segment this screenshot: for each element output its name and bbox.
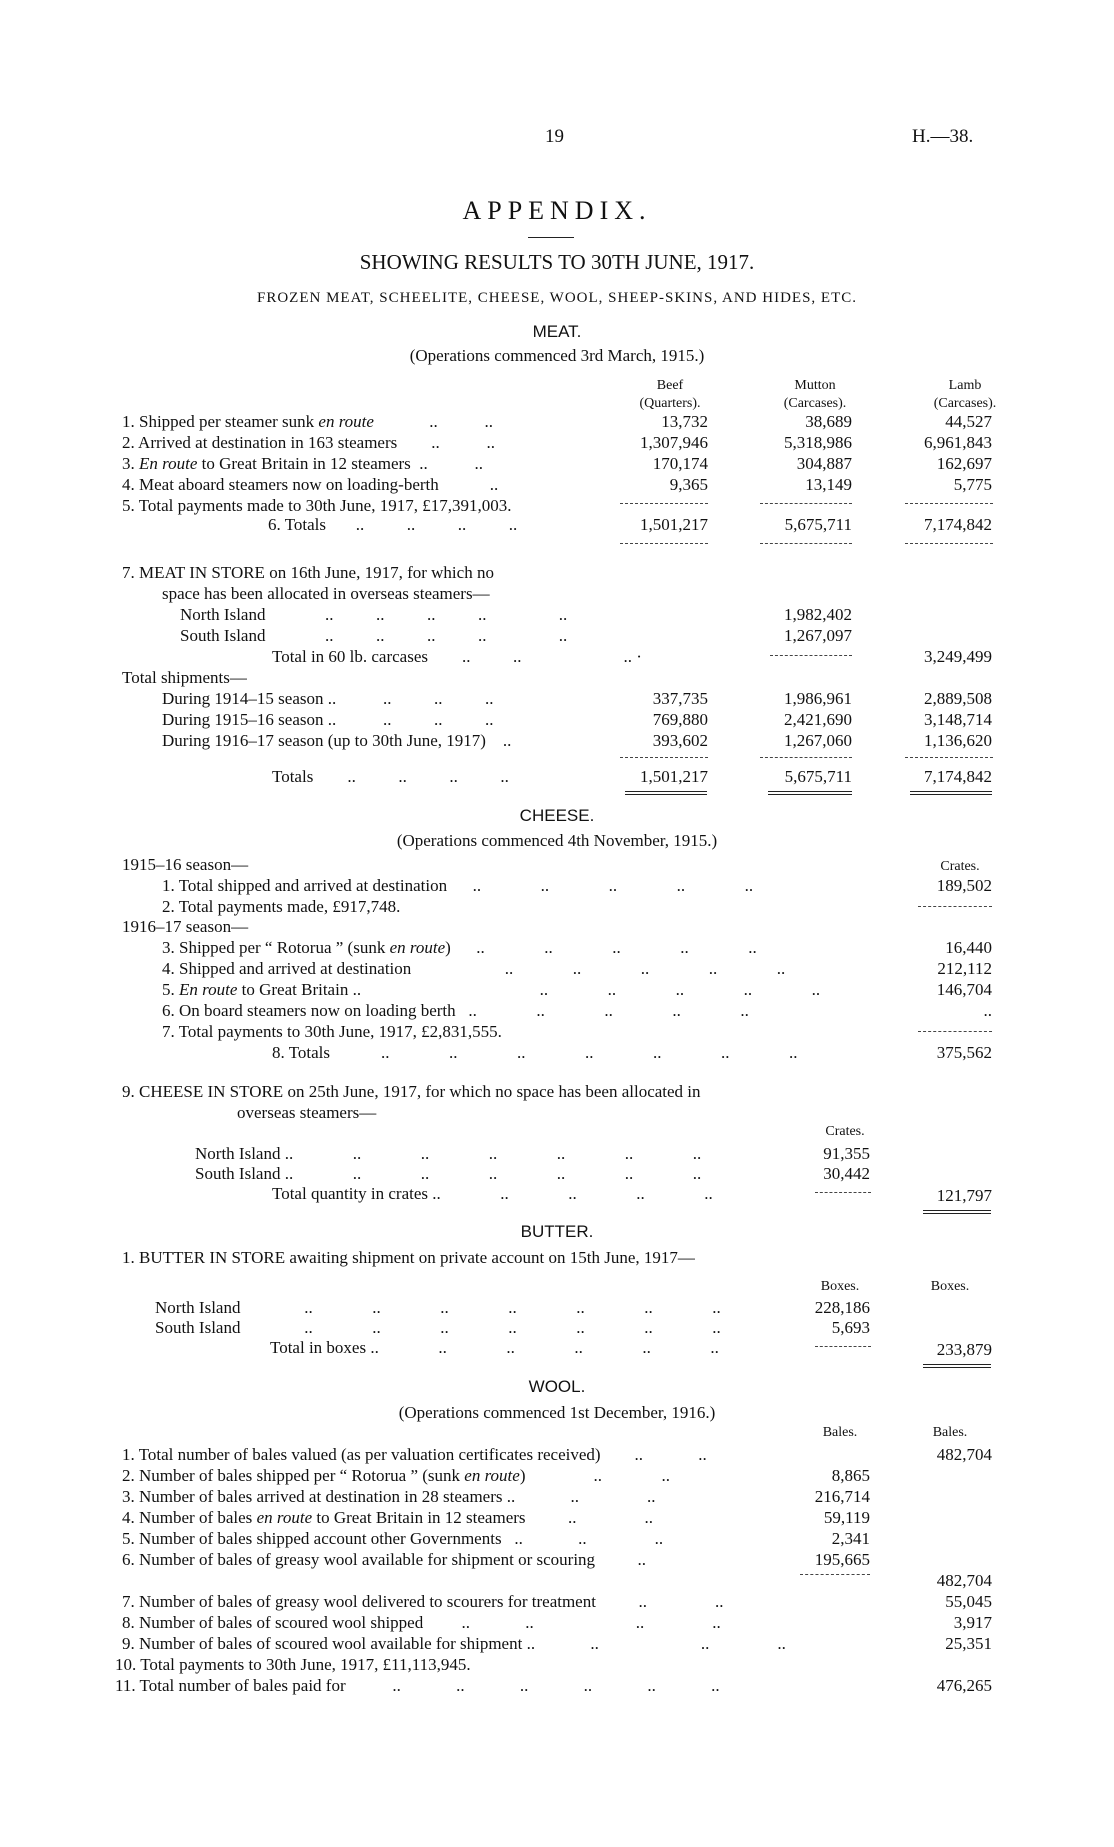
wool-heading: WOOL. bbox=[528, 1377, 586, 1396]
beef-unit: (Quarters). bbox=[639, 396, 701, 411]
wool-row-6: 6. Number of bales of greasy wool available for shipment or scouring .. bbox=[122, 1550, 647, 1569]
butter-boxes-header-1: Boxes. bbox=[820, 1279, 860, 1294]
shipments-heading: Total shipments— bbox=[122, 668, 247, 687]
wool-row-10: 10. Total payments to 30th June, 1917, £11,113,945. bbox=[115, 1655, 471, 1674]
cheese-row-4-value: 212,112 bbox=[937, 959, 992, 978]
meat-store-dash bbox=[770, 655, 852, 656]
wool-row-8-value: 3,917 bbox=[953, 1613, 992, 1632]
meat-total-beef: 1,501,217 bbox=[640, 515, 708, 534]
meat-dash bbox=[905, 503, 993, 504]
meat-beef-value: 9,365 bbox=[669, 475, 708, 494]
shipment-mutton-value: 2,421,690 bbox=[784, 710, 852, 729]
shipment-double-rule bbox=[768, 791, 852, 795]
cheese-row-1-value: 189,502 bbox=[936, 876, 992, 895]
cheese-store-line1: 9. CHEESE IN STORE on 25th June, 1917, for which no space has been allocated in bbox=[122, 1082, 701, 1101]
shipment-double-rule bbox=[625, 791, 707, 795]
cheese-season2: 1916–17 season— bbox=[122, 917, 249, 936]
cheese-row-4: 4. Shipped and arrived at destination .. .. .. .. .. bbox=[162, 959, 786, 978]
wool-row-11-value: 476,265 bbox=[936, 1676, 992, 1695]
cheese-row-8-value: 375,562 bbox=[936, 1043, 992, 1062]
cheese-row-3-value: 16,440 bbox=[945, 938, 992, 957]
mutton-unit: (Carcases). bbox=[783, 396, 847, 411]
cheese-store-total: Total quantity in crates .. .. .. .. .. bbox=[272, 1184, 713, 1203]
wool-row-6-value: 195,665 bbox=[814, 1550, 870, 1569]
cheese-row-7: 7. Total payments to 30th June, 1917, £2,831,555. bbox=[162, 1022, 502, 1041]
shipment-row-label: During 1916–17 season (up to 30th June, 1917) .. bbox=[162, 731, 512, 750]
cheese-row-8: 8. Totals .. .. .. .. .. .. .. bbox=[272, 1043, 798, 1062]
butter-dash bbox=[815, 1346, 871, 1347]
meat-total-lamb: 7,174,842 bbox=[924, 515, 992, 534]
shipment-lamb-value: 3,148,714 bbox=[924, 710, 992, 729]
cheese-dash bbox=[918, 1031, 992, 1032]
cheese-row-5-value: 146,704 bbox=[936, 980, 992, 999]
butter-south: South Island .. .. .. .. .. .. .. bbox=[155, 1318, 721, 1337]
butter-total-value: 233,879 bbox=[936, 1340, 992, 1359]
butter-double-rule bbox=[923, 1364, 991, 1368]
wool-subtotal: 482,704 bbox=[936, 1571, 992, 1590]
meat-row-label: 3. En route to Great Britain in 12 steamers .. .. bbox=[122, 454, 484, 473]
meat-store-north: North Island .. .. .. .. .. bbox=[180, 605, 568, 624]
cheese-row-5: 5. En route to Great Britain .. .. .. .. .. .. bbox=[162, 980, 821, 999]
wool-row-2-value: 8,865 bbox=[831, 1466, 870, 1485]
meat-row-label: 2. Arrived at destination in 163 steamers .. .. bbox=[122, 433, 495, 452]
title-underline bbox=[528, 237, 574, 238]
cheese-store-north: North Island .. .. .. .. .. .. .. bbox=[195, 1144, 702, 1163]
lamb-header: Lamb bbox=[948, 378, 982, 393]
meat-store-south-value: 1,267,097 bbox=[784, 626, 852, 645]
butter-heading: BUTTER. bbox=[520, 1222, 594, 1241]
shipment-dash bbox=[620, 757, 708, 758]
meat-row-label: 1. Shipped per steamer sunk en route .. .. bbox=[122, 412, 493, 431]
shipment-beef-value: 769,880 bbox=[652, 710, 708, 729]
shipment-row-label: During 1915–16 season .. .. .. .. bbox=[162, 710, 494, 729]
meat-lamb-value: 162,697 bbox=[936, 454, 992, 473]
meat-store-line2: space has been allocated in overseas steamers— bbox=[162, 584, 490, 603]
wool-row-2: 2. Number of bales shipped per “ Rotorua ” (sunk en route) .. .. bbox=[122, 1466, 671, 1485]
mutton-header: Mutton bbox=[794, 378, 836, 393]
wool-row-11: 11. Total number of bales paid for .. .. .. .. .. .. bbox=[115, 1676, 720, 1695]
meat-mutton-value: 304,887 bbox=[796, 454, 852, 473]
butter-south-value: 5,693 bbox=[831, 1318, 870, 1337]
meat-payments-note: 5. Total payments made to 30th June, 1917, £17,391,003. bbox=[122, 496, 512, 515]
cheese-dash bbox=[918, 906, 992, 907]
shipment-double-rule bbox=[910, 791, 992, 795]
shipment-dash bbox=[905, 757, 993, 758]
shipment-lamb-value: 2,889,508 bbox=[924, 689, 992, 708]
meat-total-mutton: 5,675,711 bbox=[784, 515, 852, 534]
wool-dash bbox=[800, 1574, 870, 1575]
meat-beef-value: 170,174 bbox=[652, 454, 708, 473]
cheese-store-total-value: 121,797 bbox=[936, 1186, 992, 1205]
wool-row-9: 9. Number of bales of scoured wool available for shipment .. .. .. .. bbox=[122, 1634, 786, 1653]
wool-row-9-value: 25,351 bbox=[945, 1634, 992, 1653]
meat-dash bbox=[760, 543, 852, 544]
butter-line1: 1. BUTTER IN STORE awaiting shipment on private account on 15th June, 1917— bbox=[122, 1248, 695, 1267]
meat-mutton-value: 5,318,986 bbox=[784, 433, 852, 452]
meat-mutton-value: 38,689 bbox=[805, 412, 852, 431]
shipment-beef-value: 337,735 bbox=[652, 689, 708, 708]
meat-lamb-value: 6,961,843 bbox=[924, 433, 992, 452]
cheese-season1: 1915–16 season— bbox=[122, 855, 249, 874]
meat-dash bbox=[620, 503, 708, 504]
shipment-beef-value: 393,602 bbox=[652, 731, 708, 750]
cheese-row-6: 6. On board steamers now on loading berth .. .. .. .. .. bbox=[162, 1001, 749, 1020]
cheese-note: (Operations commenced 4th November, 1915.) bbox=[396, 831, 718, 850]
page-subtitle: SHOWING RESULTS TO 30TH JUNE, 1917. bbox=[359, 250, 755, 274]
page-number: 19 bbox=[545, 126, 564, 147]
cheese-store-south: South Island .. .. .. .. .. .. .. bbox=[195, 1164, 702, 1183]
wool-row-5: 5. Number of bales shipped account other Governments .. .. .. bbox=[122, 1529, 664, 1548]
cheese-store-north-value: 91,355 bbox=[823, 1144, 870, 1163]
butter-north: North Island .. .. .. .. .. .. .. bbox=[155, 1298, 721, 1317]
cheese-double-rule bbox=[923, 1210, 991, 1214]
wool-row-7-value: 55,045 bbox=[945, 1592, 992, 1611]
butter-north-value: 228,186 bbox=[814, 1298, 870, 1317]
cheese-row-6-value: .. bbox=[983, 1001, 992, 1020]
meat-dash bbox=[905, 543, 993, 544]
shipment-totals-label: Totals .. .. .. .. bbox=[272, 767, 509, 786]
meat-row-label: 4. Meat aboard steamers now on loading-berth .. bbox=[122, 475, 499, 494]
meat-mutton-value: 13,149 bbox=[805, 475, 852, 494]
shipment-mutton-value: 1,267,060 bbox=[784, 731, 852, 750]
cheese-row-2: 2. Total payments made, £917,748. bbox=[162, 897, 401, 916]
shipment-total-mutton: 5,675,711 bbox=[784, 767, 852, 786]
wool-row-3-value: 216,714 bbox=[814, 1487, 870, 1506]
cheese-store-dash bbox=[815, 1192, 871, 1193]
meat-totals-label: 6. Totals .. .. .. .. bbox=[268, 515, 518, 534]
wool-bales-header-2: Bales. bbox=[932, 1425, 968, 1440]
cheese-store-line2: overseas steamers— bbox=[237, 1103, 377, 1122]
wool-row-7: 7. Number of bales of greasy wool delivered to scourers for treatment .. .. bbox=[122, 1592, 724, 1611]
cheese-heading: CHEESE. bbox=[519, 806, 595, 825]
meat-store-south: South Island .. .. .. .. .. bbox=[180, 626, 568, 645]
wool-row-4-value: 59,119 bbox=[823, 1508, 870, 1527]
meat-store-line1: 7. MEAT IN STORE on 16th June, 1917, for which no bbox=[122, 563, 494, 582]
wool-row-4: 4. Number of bales en route to Great Britain in 12 steamers .. .. bbox=[122, 1508, 654, 1527]
cheese-row-1: 1. Total shipped and arrived at destination .. .. .. .. .. bbox=[162, 876, 754, 895]
doc-reference: H.—38. bbox=[912, 126, 974, 147]
page-title: APPENDIX. bbox=[462, 196, 652, 225]
wool-bales-header-1: Bales. bbox=[822, 1425, 858, 1440]
cheese-row-3: 3. Shipped per “ Rotorua ” (sunk en route) .. .. .. .. .. bbox=[162, 938, 757, 957]
shipment-total-beef: 1,501,217 bbox=[640, 767, 708, 786]
shipment-mutton-value: 1,986,961 bbox=[784, 689, 852, 708]
cheese-store-south-value: 30,442 bbox=[823, 1164, 870, 1183]
shipment-total-lamb: 7,174,842 bbox=[924, 767, 992, 786]
wool-note: (Operations commenced 1st December, 1916.) bbox=[398, 1403, 716, 1422]
shipment-row-label: During 1914–15 season .. .. .. .. bbox=[162, 689, 494, 708]
meat-lamb-value: 44,527 bbox=[945, 412, 992, 431]
meat-store-total-value: 3,249,499 bbox=[924, 647, 992, 666]
wool-row-1-value: 482,704 bbox=[936, 1445, 992, 1464]
butter-boxes-header-2: Boxes. bbox=[930, 1279, 970, 1294]
meat-store-north-value: 1,982,402 bbox=[784, 605, 852, 624]
beef-header: Beef bbox=[656, 378, 684, 393]
wool-row-1: 1. Total number of bales valued (as per valuation certificates received) .. .. bbox=[122, 1445, 707, 1464]
meat-heading: MEAT. bbox=[532, 322, 582, 341]
meat-note: (Operations commenced 3rd March, 1915.) bbox=[409, 346, 705, 365]
wool-row-8: 8. Number of bales of scoured wool shipped .. .. .. .. bbox=[122, 1613, 721, 1632]
wool-row-3: 3. Number of bales arrived at destination in 28 steamers .. .. .. bbox=[122, 1487, 656, 1506]
meat-lamb-value: 5,775 bbox=[953, 475, 992, 494]
meat-beef-value: 13,732 bbox=[661, 412, 708, 431]
lamb-unit: (Carcases). bbox=[933, 396, 997, 411]
meat-beef-value: 1,307,946 bbox=[640, 433, 708, 452]
butter-total: Total in boxes .. .. .. .. .. .. bbox=[270, 1338, 719, 1357]
cheese-crates-header: Crates. bbox=[940, 859, 980, 874]
page-subsubtitle: FROZEN MEAT, SCHEELITE, CHEESE, WOOL, SHEEP-SKINS, AND HIDES, ETC. bbox=[256, 290, 858, 306]
wool-row-5-value: 2,341 bbox=[831, 1529, 870, 1548]
shipment-dash bbox=[760, 757, 852, 758]
meat-dash bbox=[760, 503, 852, 504]
meat-dash bbox=[620, 543, 708, 544]
meat-store-total: Total in 60 lb. carcases .. .. .. · bbox=[272, 647, 642, 666]
cheese-store-crates-header: Crates. bbox=[825, 1124, 865, 1139]
shipment-lamb-value: 1,136,620 bbox=[924, 731, 992, 750]
